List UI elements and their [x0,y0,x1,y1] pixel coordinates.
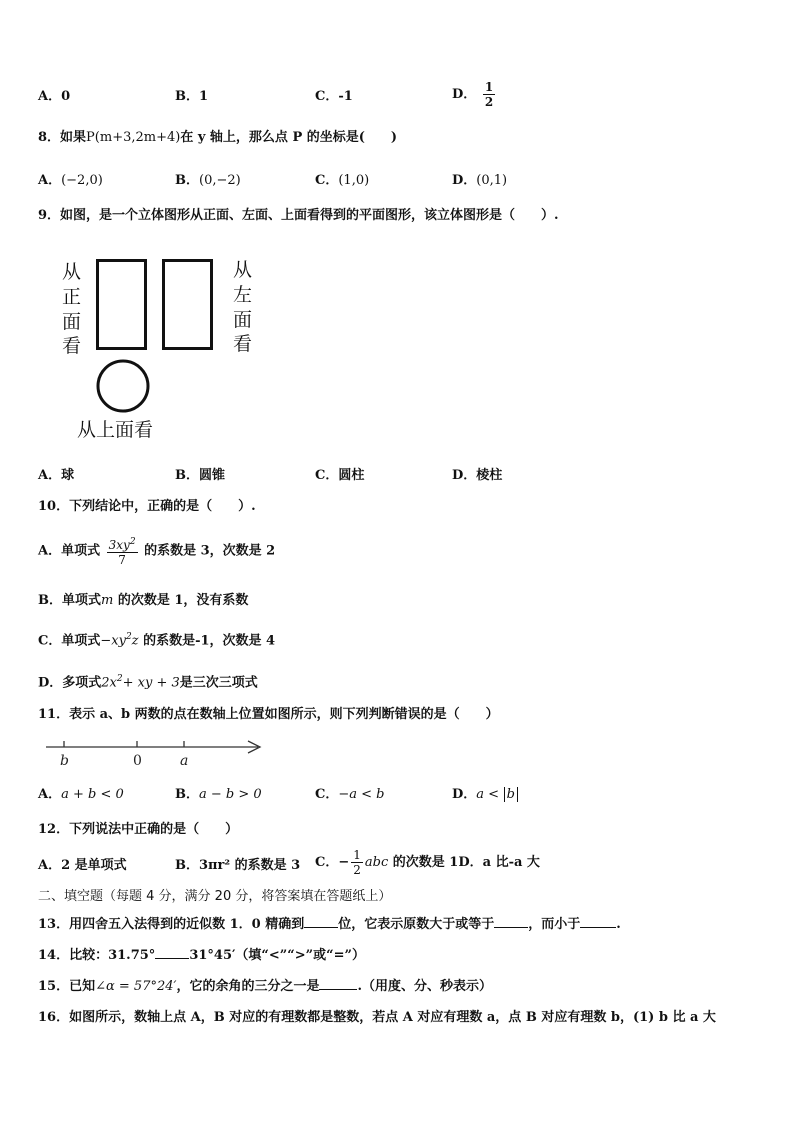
option-label: D．多项式 [38,675,102,691]
q13-text-2: 位，它表示原数大于或等于 [338,917,495,932]
q11-option-b [175,786,262,804]
fraction-numerator [107,535,138,553]
q10-a-fraction [107,535,138,567]
math-expr: + xy + 3 [122,675,180,691]
exponent: 2 [116,674,123,684]
q11-stem: 11．表示 a、b 两数的点在数轴上位置如图所示，则下列判断错误的是（ ） [38,707,499,722]
q9-label-left-4: 看 [233,333,253,355]
option-label: C．− [315,855,350,870]
q13-blank-3[interactable] [580,915,616,928]
option-label: C． [315,787,339,802]
q16: 16．如图所示，数轴上点 A，B 对应的有理数都是整数，若点 A 对应有理数 a，点 B 对应有理数 b，(1) b 比 a 大 [38,1010,716,1025]
option-value: (−2,0) [61,173,103,188]
fraction-denominator: 2 [353,863,361,877]
q15 [38,977,492,996]
q8-option-d [452,172,507,190]
q8-option-a [38,172,103,190]
q7-option-d-label: D． [452,87,477,102]
q15-text-3: .（用度、分、秒表示） [357,979,493,994]
q12-option-b: B．3πr² 的系数是 3 [175,858,301,873]
q8-option-c [315,172,369,190]
option-label: A． [38,787,62,802]
option-value: a + b < 0 [61,787,124,802]
q11-number-line [44,736,266,768]
q14-blank[interactable] [155,946,189,959]
option-text: 的系数是-1，次数是 4 [143,633,276,649]
option-value: (0,1) [476,173,508,188]
option-value: (0,−2) [199,173,241,188]
q10-option-c [38,628,275,650]
math-expr: 2x [101,675,117,691]
option-text: 的次数是 1，没有系数 [117,593,249,608]
q13-text-4: . [616,917,621,932]
option-label: B． [175,787,199,802]
exponent: 2 [125,632,132,642]
q14 [38,946,365,965]
option-label: B．单项式 [38,593,101,608]
option-label: A． [38,173,62,188]
q14-text-1: 14．比较：31.75° [38,948,156,963]
fraction-numerator: 1 [484,80,494,94]
left-view-rectangle [164,261,212,349]
q10-stem: 10．下列结论中，正确的是（ ）. [38,499,256,514]
q9-label-front-2: 正 [62,286,82,308]
q12-stem: 12．下列说法中正确的是（ ） [38,822,239,837]
numerator-expr: 3xy [108,538,130,552]
q7-option-d-fraction [483,80,495,109]
q8-stem-suffix: 在 y 轴上，那么点 P 的坐标是( ) [180,130,398,145]
q15-text-1: 15．已知 [38,979,96,994]
abs-value: b [504,787,518,802]
option-label: C． [315,173,339,188]
math-var: m [101,593,114,608]
q11-option-d [452,786,518,804]
q9-stem: 9．如图，是一个立体图形从正面、左面、上面看得到的平面图形，该立体图形是（ ）. [38,208,559,223]
fraction-numerator: 1 [353,848,361,862]
option-text: 的系数是 3，次数是 2 [144,543,276,559]
option-value: (1,0) [338,173,370,188]
q9-label-top: 从上面看 [77,419,154,441]
option-label: C．单项式 [38,633,101,649]
q14-text-2: 31°45′（填“<”“>”或“=”） [189,948,365,963]
exponent: 2 [129,537,136,547]
math-expr: −xy [100,633,126,649]
q7-option-c: C．-1 [315,89,353,104]
q7-option-a: A．0 [38,89,71,104]
q9-option-b: B．圆锥 [175,468,225,483]
q13-text-3: ，而小于 [528,917,581,932]
option-text: 的次数是 1D．a 比-a 大 [392,855,540,870]
q9-label-front-3: 面 [62,311,82,333]
q11-option-a [38,786,124,804]
option-label: A．单项式 [38,543,101,559]
q7-option-d [452,80,497,109]
q8-stem-prefix: 8．如果 [38,130,87,145]
option-value: a < [476,787,500,802]
q8-point: P(m+3,2m+4) [86,130,181,145]
q9-label-front-4: 看 [62,335,82,357]
option-label: D． [452,173,477,188]
q9-option-d: D．棱柱 [452,468,503,483]
option-text: 是三次三项式 [179,675,258,691]
q8-stem [38,129,397,147]
q13 [38,915,621,934]
q13-text-1: 13．用四舍五入法得到的近似数 1．0 精确到 [38,917,305,932]
front-view-rectangle [98,261,146,349]
label-b: b [60,753,69,768]
q10-option-d [38,670,258,692]
q15-blank[interactable] [319,977,357,990]
q11-option-c [315,786,384,804]
option-value: a − b > 0 [199,787,262,802]
q12-c-fraction [351,848,363,877]
fraction-denominator: 7 [118,553,126,567]
label-zero: 0 [133,753,142,768]
q9-label-front-1: 从 [62,261,82,283]
label-a: a [180,753,189,768]
q9-label-left-1: 从 [233,259,253,281]
q12-option-c-d [315,848,540,877]
math-var: z [131,633,139,649]
q15-text-2: ，它的余角的三分之一是 [176,979,320,994]
q9-option-c: C．圆柱 [315,468,365,483]
q10-option-b [38,592,248,610]
q15-angle: ∠α = 57°24′ [95,979,177,994]
q13-blank-2[interactable] [494,915,528,928]
q13-blank-1[interactable] [304,915,338,928]
q8-option-b [175,172,241,190]
top-view-circle [98,361,148,411]
option-label: B． [175,173,199,188]
q7-option-b: B．1 [175,89,209,104]
q10-option-a [38,535,275,567]
section-heading-fill-in: 二、填空题（每题 4 分，满分 20 分，将答案填在答题纸上） [38,889,392,904]
math-var: abc [364,855,389,870]
q9-option-a: A．球 [38,468,75,483]
option-label: D． [452,787,477,802]
option-value: −a < b [338,787,385,802]
q9-label-left-3: 面 [233,309,253,331]
q12-option-a: A．2 是单项式 [38,858,127,873]
fraction-denominator: 2 [484,95,494,109]
q9-label-left-2: 左 [233,284,253,306]
